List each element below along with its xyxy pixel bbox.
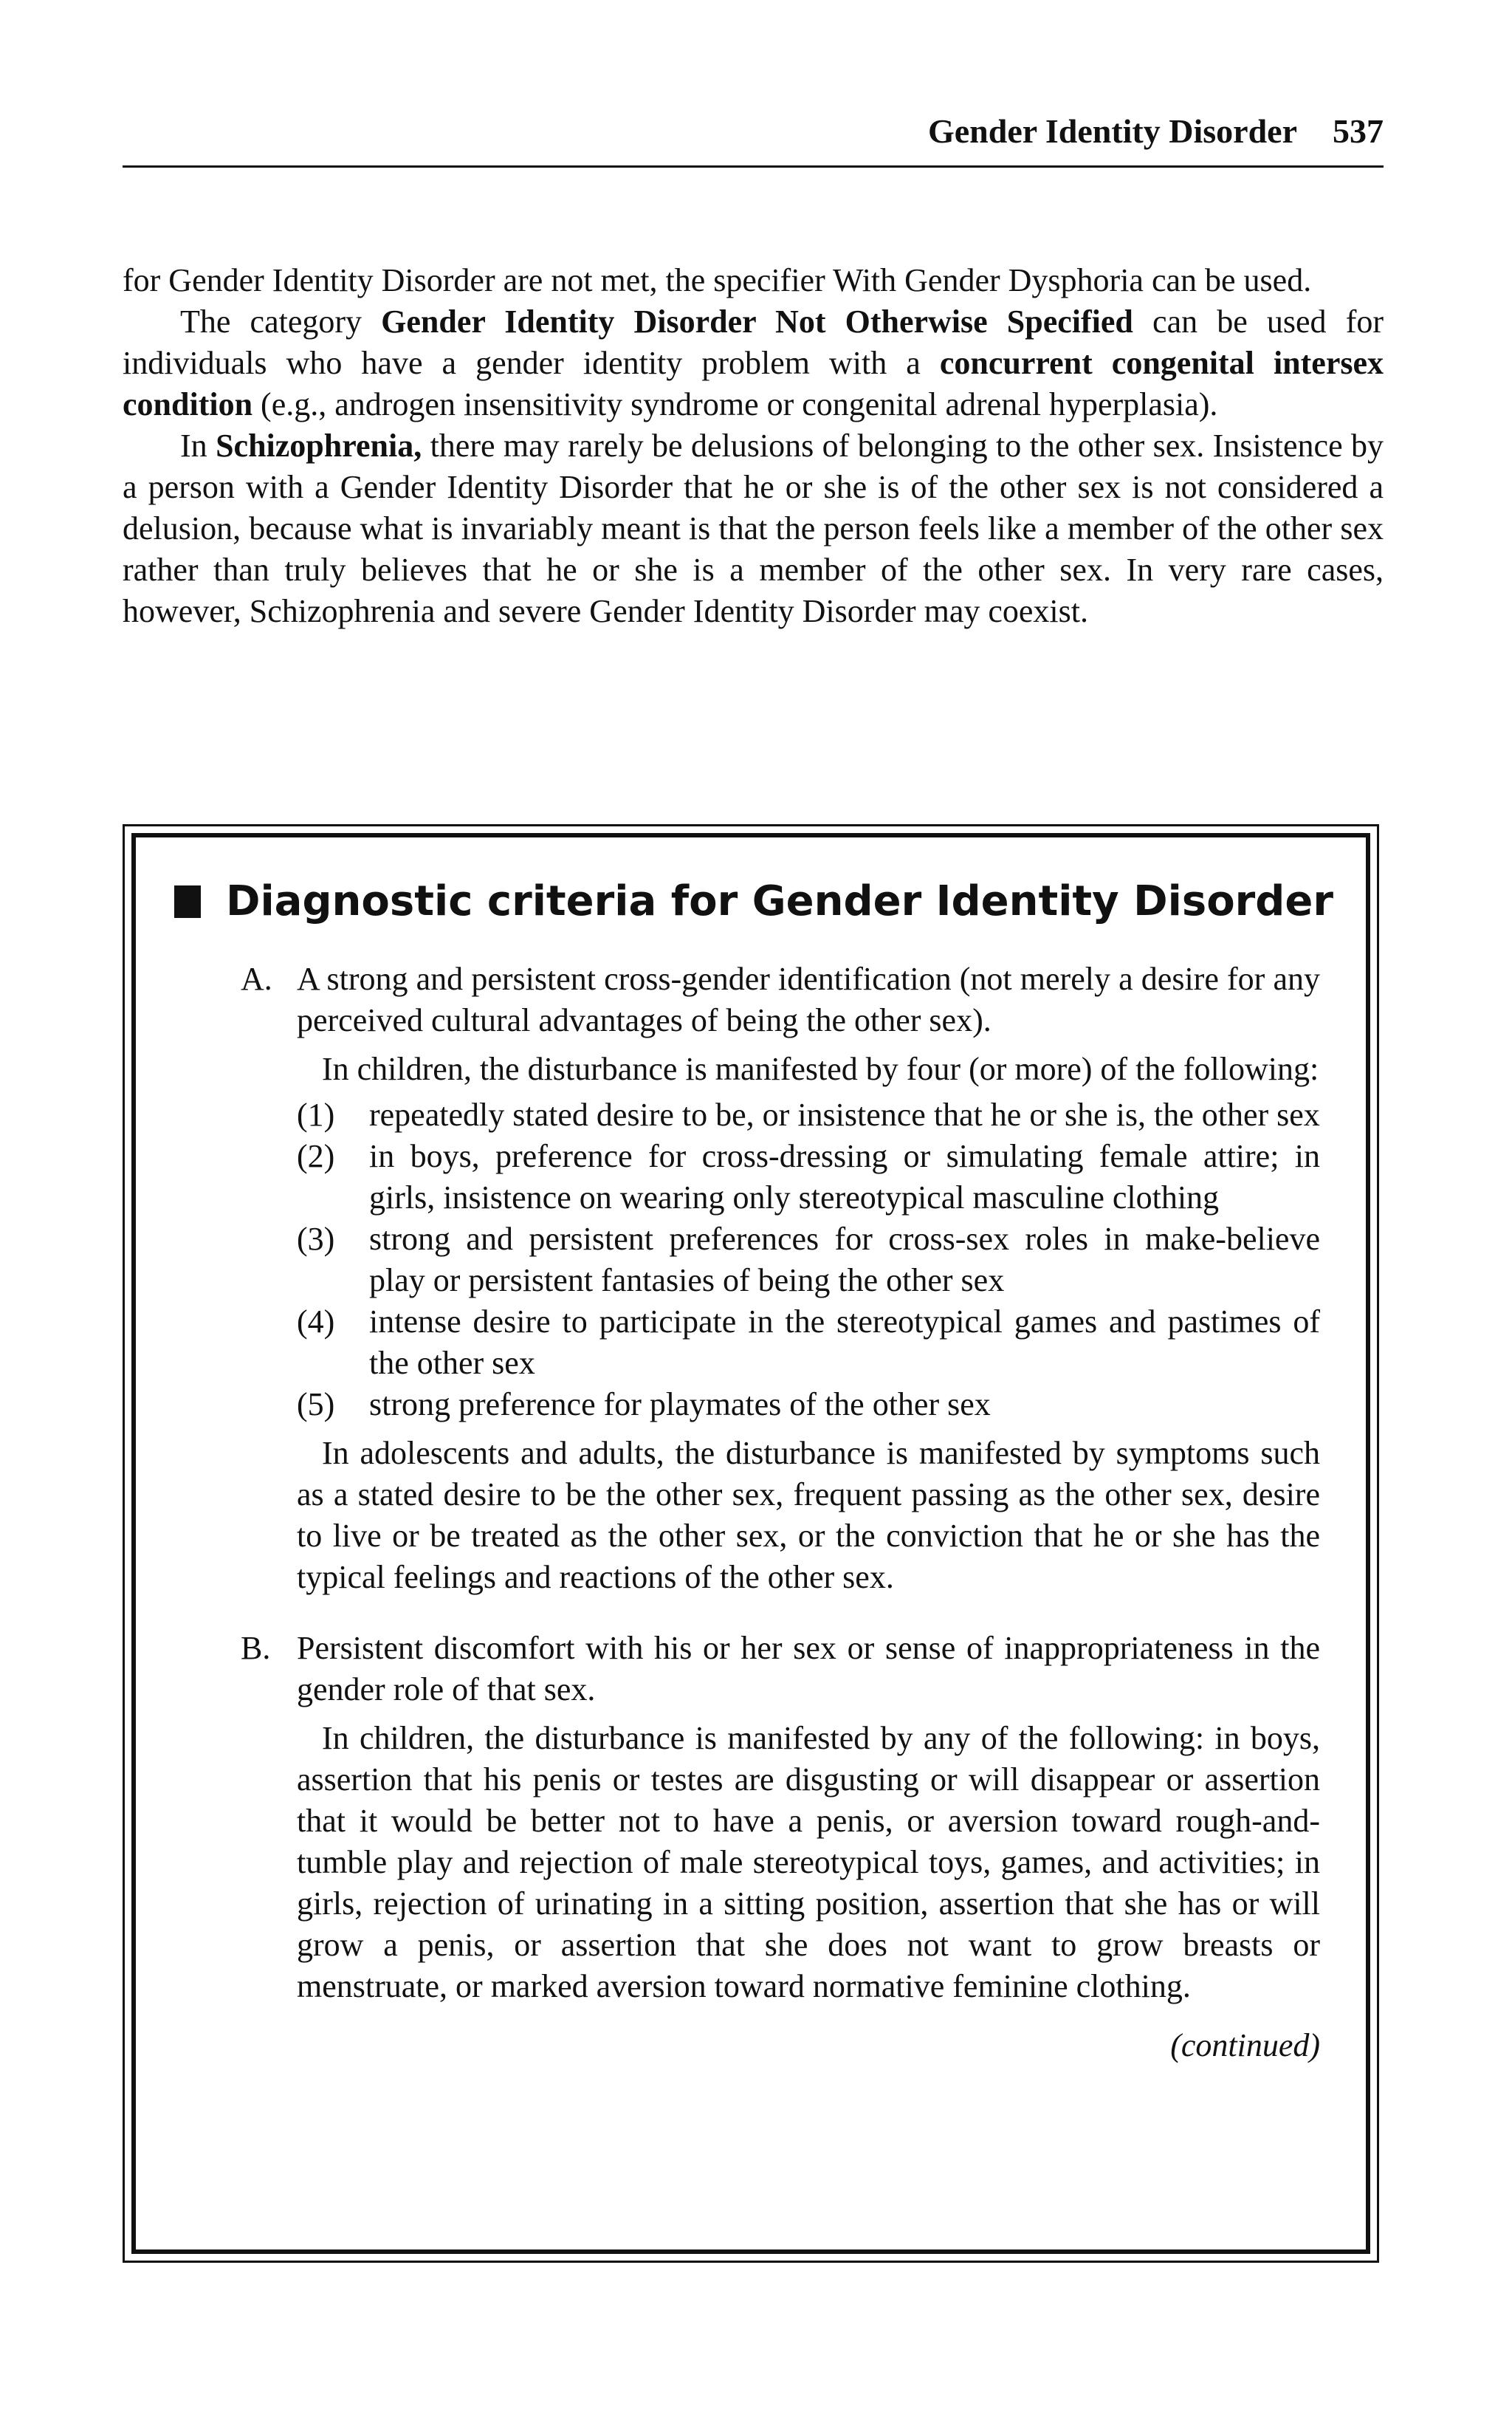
criterion-a-label: A.	[241, 961, 272, 997]
square-bullet-icon	[174, 885, 201, 918]
criterion-b-children: In children, the disturbance is manifested by any of the following: in boys, assertion that his penis or testes are disgusting or will disappear or assertion that it would be better not to have a penis, or aversion toward rough-and-tumble play and rejection of male stereotypical toys, games, and activities; in girls, rejection of urinating in a sitting position, assertion that she has or will grow a penis, or assertion that she does not want to grow breasts or menstruate, or marked aversion toward normative feminine clothing.	[297, 1720, 1320, 2004]
page-number: 537	[1333, 112, 1384, 150]
paragraph-nos: The category Gender Identity Disorder Not Otherwise Specified can be used for individuals who have a gender identity problem with a concurrent congenital intersex condition (e.g., androgen insensitivity syndrome or congenital adrenal hyperplasia).	[123, 304, 1384, 422]
list-item: (2) in boys, preference for cross-dressing or simulating female attire; in girls, insistence on wearing only stereotypical masculine clothing	[297, 1138, 1320, 1216]
criteria-title-text: Diagnostic criteria for Gender Identity Disorder	[226, 877, 1333, 925]
term-intersex: concurrent congenital intersex condition	[123, 345, 1384, 422]
criterion-a	[241, 959, 1320, 1598]
term-gid-nos: Gender Identity Disorder Not Otherwise Specified	[381, 304, 1133, 340]
criterion-a-text: A strong and persistent cross-gender identification (not merely a desire for any perceived cultural advantages of being the other sex).	[297, 961, 1320, 1038]
list-item: (4) intense desire to participate in the stereotypical games and pastimes of the other sex	[297, 1303, 1320, 1381]
criterion-a-items	[297, 1094, 1320, 1425]
criterion-b-label: B.	[241, 1630, 271, 1666]
continued-note: (continued)	[1170, 2027, 1320, 2063]
paragraph-continuation: for Gender Identity Disorder are not met, the specifier With Gender Dysphoria can be used.	[123, 262, 1312, 298]
criteria-box-title	[174, 876, 1333, 928]
criterion-b	[241, 1628, 1320, 2007]
header-rule	[123, 165, 1384, 168]
list-item: (1) repeatedly stated desire to be, or insistence that he or she is, the other sex	[297, 1097, 1320, 1133]
criterion-a-adults: In adolescents and adults, the disturbance is manifested by symptoms such as a stated desire to be the other sex, frequent passing as the other sex, desire to live or be treated as the other sex, or the conviction that he or she has the typical feelings and reactions of the other sex.	[297, 1435, 1320, 1595]
body-text	[123, 260, 1384, 632]
running-head-title: Gender Identity Disorder	[927, 112, 1297, 150]
running-head	[123, 111, 1384, 152]
term-schizophrenia: Schizophrenia,	[216, 428, 422, 464]
list-item: (3) strong and persistent preferences for cross-sex roles in make-believe play or persistent fantasies of being the other sex	[297, 1221, 1320, 1298]
list-item: (5) strong preference for playmates of the other sex	[297, 1386, 991, 1422]
criterion-a-children-intro: In children, the disturbance is manifested by four (or more) of the following:	[322, 1051, 1319, 1087]
criterion-b-text: Persistent discomfort with his or her sex or sense of inappropriateness in the gender role of that sex.	[297, 1630, 1320, 1707]
paragraph-schizophrenia: In Schizophrenia, there may rarely be delusions of belonging to the other sex. Insistence by a person with a Gender Identity Disorder that he or she is of the other sex is not considered a delusion, because what is invariably meant is that the person feels like a member of the other sex rather than truly believes that he or she is a member of the other sex. In very rare cases, however, Schizophrenia and severe Gender Identity Disorder may coexist.	[123, 428, 1384, 629]
criteria-list	[241, 959, 1320, 2066]
